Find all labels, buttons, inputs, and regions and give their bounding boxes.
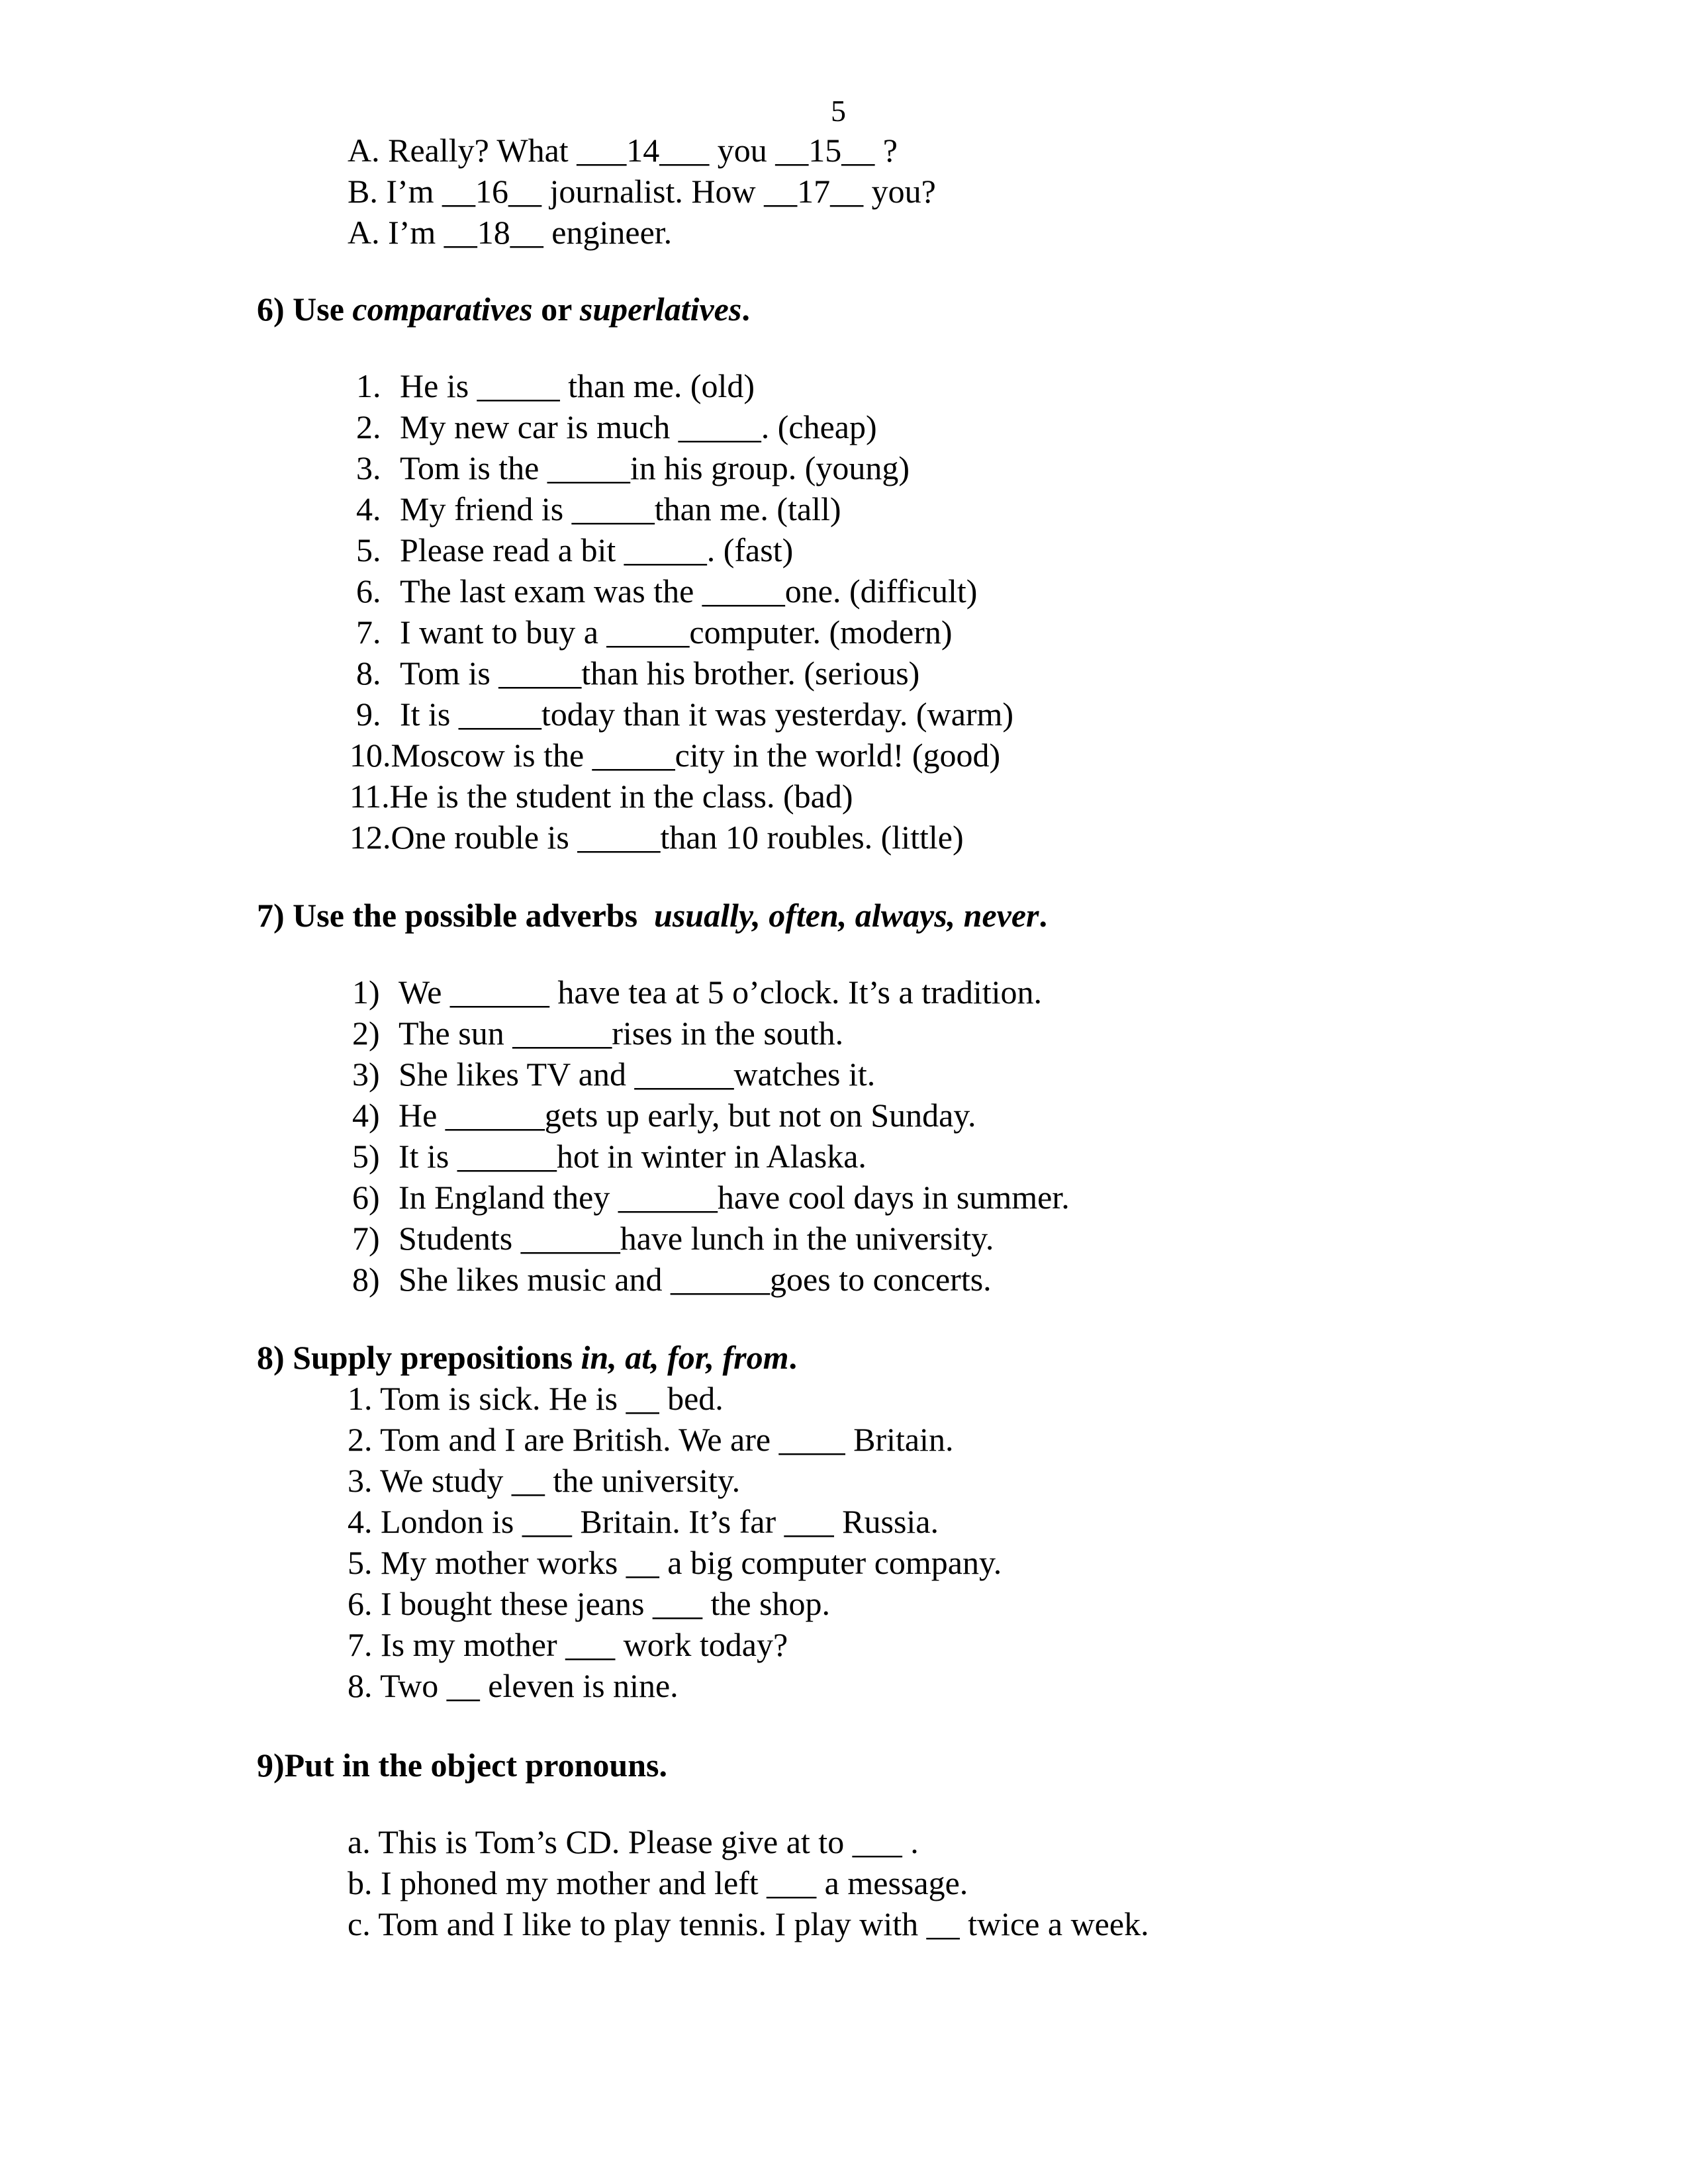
item-number: 3.	[356, 449, 381, 486]
exercise-item	[356, 447, 910, 488]
item-number: 6.	[348, 1585, 373, 1622]
exercise-item	[348, 1862, 968, 1903]
item-text: He is _____ than me. (old)	[400, 367, 755, 404]
exercise-item	[348, 1665, 679, 1706]
dialogue-line: A. I’m __18__ engineer.	[348, 214, 673, 251]
exercise-item	[352, 1136, 867, 1177]
item-text: It is _____today than it was yesterday. (warm)	[400, 696, 1014, 733]
heading-emphasis: superlatives	[579, 291, 742, 328]
exercise-item	[352, 1013, 843, 1054]
item-text: Tom is the _____in his group. (young)	[400, 449, 910, 486]
item-number: 6)	[352, 1179, 380, 1216]
item-text: My mother works __ a big computer company.	[381, 1544, 1002, 1581]
heading-text: .	[1039, 897, 1048, 934]
heading-text: or	[532, 291, 580, 328]
item-number: 1)	[352, 974, 380, 1011]
section-heading-8	[257, 1337, 797, 1378]
item-text: Two __ eleven is nine.	[380, 1667, 679, 1704]
item-number: c.	[348, 1905, 371, 1942]
item-text: We study __ the university.	[380, 1462, 741, 1499]
item-number: 6.	[356, 572, 381, 610]
exercise-item	[352, 1218, 994, 1259]
section-heading-7	[257, 895, 1047, 936]
item-text: Tom and I are British. We are ____ Britain.	[380, 1421, 954, 1458]
item-number: 1.	[348, 1380, 373, 1417]
item-text: London is ___ Britain. It’s far ___ Russia.	[381, 1503, 939, 1540]
exercise-item	[352, 972, 1042, 1013]
exercise-item	[352, 1259, 992, 1300]
dialogue-line: A. Really? What ___14___ you __15__ ?	[348, 132, 898, 169]
item-number: 5.	[348, 1544, 373, 1581]
item-number: 3.	[348, 1462, 373, 1499]
exercise-item	[356, 570, 977, 612]
item-text: The last exam was the _____one. (difficult)	[400, 572, 978, 610]
item-number: 1.	[356, 367, 381, 404]
item-number: 2.	[348, 1421, 373, 1458]
exercise-item	[348, 1378, 724, 1419]
item-number: 10.	[350, 737, 391, 774]
exercise-item	[352, 1054, 875, 1095]
item-text: I bought these jeans ___ the shop.	[381, 1585, 831, 1622]
item-number: 8.	[356, 655, 381, 692]
exercise-item	[348, 1542, 1002, 1583]
item-number: 4.	[348, 1503, 373, 1540]
exercise-item	[348, 1583, 830, 1624]
item-number: 4)	[352, 1097, 380, 1134]
item-text: The sun ______rises in the south.	[399, 1015, 844, 1052]
item-number: 3)	[352, 1056, 380, 1093]
exercise-item	[356, 529, 793, 570]
heading-text: .	[788, 1339, 797, 1376]
heading-text: .	[741, 291, 750, 328]
exercise-item	[356, 488, 841, 529]
heading-emphasis: usually, often, always, never	[654, 897, 1039, 934]
item-number: 8)	[352, 1261, 380, 1298]
item-number: 2.	[356, 408, 381, 445]
item-number: 7.	[356, 614, 381, 651]
item-text: Tom and I like to play tennis. I play with __ twice a week.	[378, 1905, 1149, 1942]
item-text: My friend is _____than me. (tall)	[400, 490, 841, 527]
item-text: My new car is much _____. (cheap)	[400, 408, 877, 445]
item-text: In England they ______have cool days in summer.	[399, 1179, 1070, 1216]
item-text: Please read a bit _____. (fast)	[400, 531, 794, 569]
exercise-item	[350, 776, 853, 817]
item-number: 7.	[348, 1626, 373, 1663]
item-text: He is the student in the class. (bad)	[389, 778, 853, 815]
item-number: a.	[348, 1823, 371, 1860]
item-text: One rouble is _____than 10 roubles. (little)	[391, 819, 964, 856]
section-heading-6	[257, 289, 750, 330]
exercise-item	[356, 365, 755, 406]
section-heading-9	[257, 1745, 667, 1786]
item-number: b.	[348, 1864, 373, 1901]
item-text: Tom is _____than his brother. (serious)	[400, 655, 920, 692]
heading-text: 9)Put in the object pronouns.	[257, 1747, 667, 1784]
item-text: She likes TV and ______watches it.	[399, 1056, 876, 1093]
item-number: 2)	[352, 1015, 380, 1052]
item-text: She likes music and ______goes to concerts.	[399, 1261, 992, 1298]
heading-emphasis: comparatives	[352, 291, 533, 328]
exercise-item	[352, 1095, 976, 1136]
exercise-item	[348, 1821, 919, 1862]
exercise-item	[348, 1903, 1149, 1944]
item-number: 5.	[356, 531, 381, 569]
page-number: 5	[831, 94, 846, 128]
item-number: 4.	[356, 490, 381, 527]
item-number: 12.	[350, 819, 391, 856]
heading-text: 8) Supply prepositions	[257, 1339, 581, 1376]
heading-text: 6) Use	[257, 291, 353, 328]
dialogue-line: B. I’m __16__ journalist. How __17__ you?	[348, 173, 936, 210]
item-text: It is ______hot in winter in Alaska.	[399, 1138, 867, 1175]
exercise-item	[348, 1460, 740, 1501]
exercise-item	[352, 1177, 1070, 1218]
item-text: Is my mother ___ work today?	[381, 1626, 788, 1663]
item-text: Tom is sick. He is __ bed.	[380, 1380, 724, 1417]
item-number: 7)	[352, 1220, 380, 1257]
exercise-item	[356, 406, 877, 447]
item-text: He ______gets up early, but not on Sunday.	[399, 1097, 976, 1134]
item-text: I want to buy a _____computer. (modern)	[400, 614, 953, 651]
exercise-item	[356, 612, 953, 653]
exercise-item	[350, 817, 964, 858]
item-number: 5)	[352, 1138, 380, 1175]
exercise-item	[350, 735, 1000, 776]
exercise-item	[348, 1419, 953, 1460]
item-text: This is Tom’s CD. Please give at to ___ .	[378, 1823, 919, 1860]
exercise-item	[348, 1624, 788, 1665]
heading-text: 7) Use the possible adverbs	[257, 897, 655, 934]
item-text: I phoned my mother and left ___ a message.	[381, 1864, 968, 1901]
item-text: Students ______have lunch in the university.	[399, 1220, 994, 1257]
item-number: 11.	[350, 778, 390, 815]
exercise-item	[356, 653, 919, 694]
item-text: We ______ have tea at 5 o’clock. It’s a tradition.	[399, 974, 1043, 1011]
exercise-item	[356, 694, 1013, 735]
exercise-item	[348, 1501, 939, 1542]
item-number: 9.	[356, 696, 381, 733]
item-number: 8.	[348, 1667, 373, 1704]
heading-emphasis: in, at, for, from	[581, 1339, 789, 1376]
item-text: Moscow is the _____city in the world! (good)	[391, 737, 1001, 774]
